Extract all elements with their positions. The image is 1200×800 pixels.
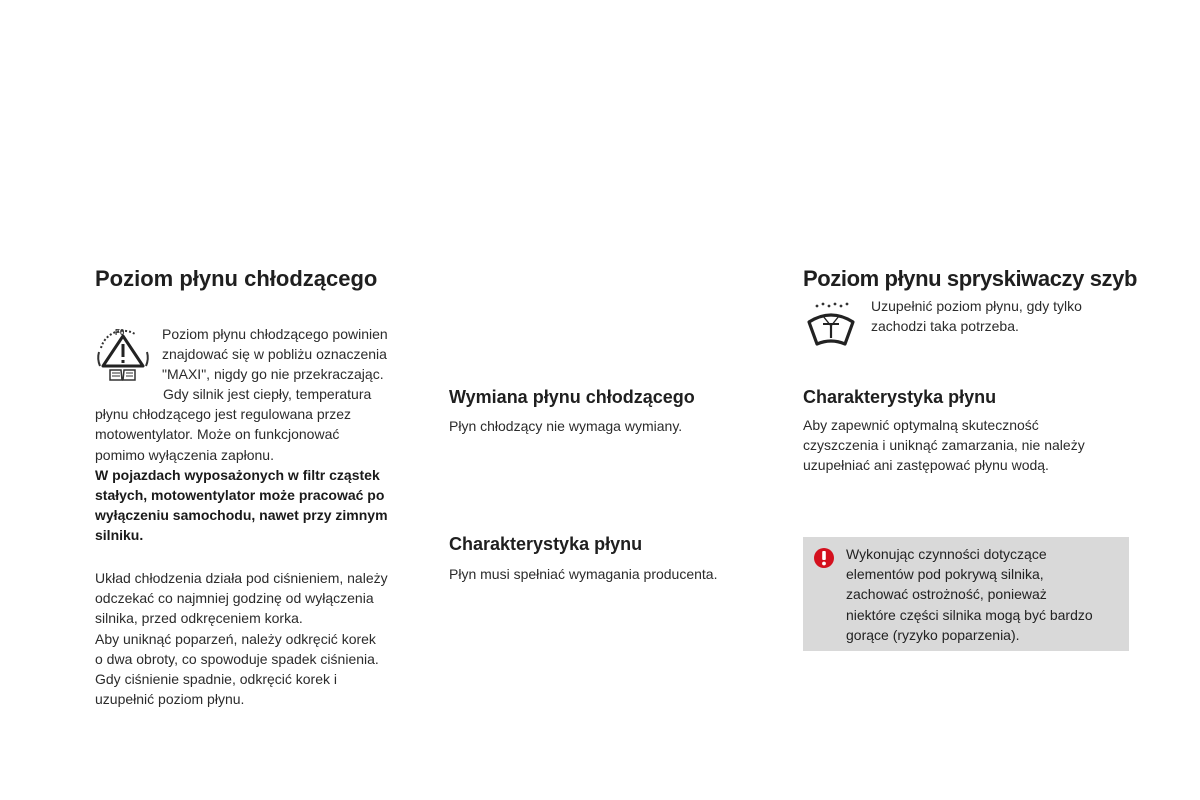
coolant-warning-icon	[95, 326, 153, 384]
coolant-spec-text: Płyn musi spełniać wymagania producenta.	[449, 566, 718, 582]
coolant-level-title: Poziom płynu chłodzącego	[95, 266, 378, 291]
coolant-body: Gdy silnik jest ciepły, temperatura płynu chłodzącego jest regulowana przez motowentylator. Może on funkcjonować pomimo wyłączenia zapłonu. W pojazdach wyposażonych w filtr cząstek stałych, motowentylator może pracować po wyłączeniu samochodu, nawet przy zimnym silniku.	[95, 384, 435, 546]
coolant-spec-title: Charakterystyka płynu	[449, 534, 643, 554]
washer-level-text: Uzupełnić poziom płynu, gdy tylko zachodzi taka potrzeba.	[871, 298, 1082, 335]
burn-warning-text: Wykonując czynności dotyczące elementów pod pokrywą silnika, zachować ostrożność, ponieważ niektóre części silnika mogą być bardzo gorące (ryzyko poparzenia).	[846, 546, 1093, 643]
washer-spec-text: Aby zapewnić optymalną skuteczność czyszczenia i uniknąć zamarzania, nie należy uzupełniać ani zastępować płynu wodą.	[803, 417, 1085, 474]
washer-spec-title: Charakterystyka płynu	[803, 387, 997, 407]
exclamation-icon	[813, 547, 835, 569]
washer-level-title: Poziom płynu spryskiwaczy szyb	[803, 266, 1138, 291]
coolant-replacement-text: Płyn chłodzący nie wymaga wymiany.	[449, 418, 683, 434]
coolant-replacement-title: Wymiana płynu chłodzącego	[449, 387, 695, 407]
dpf-note-line-1: W pojazdach wyposażonych w filtr cząstek	[95, 466, 380, 483]
dpf-note-line-3: wyłączeniu samochodu, nawet przy zimnym	[95, 507, 388, 524]
coolant-pressure-text: Układ chłodzenia działa pod ciśnieniem, należy odczekać co najmniej godzinę od wyłączenia silnika, przed odkręceniem korka. Aby uniknąć poparzeń, należy odkręcić korek o dwa obroty, co spowoduje spadek ciśnienia. Gdy ciśnienie spadnie, odkręcić korek i uzupełnić poziom płynu.	[95, 570, 388, 708]
coolant-intro: Poziom płynu chłodzącego powinien znajdować się w pobliżu oznaczenia "MAXI", nigdy go nie przekraczając.	[162, 326, 388, 383]
coolant-icon-label: F0	[115, 328, 125, 337]
dpf-note-line-2: stałych, motowentylator może pracować po	[95, 487, 385, 504]
burn-warning-box	[803, 537, 1129, 651]
washer-fluid-icon	[803, 300, 859, 352]
dpf-note-line-4: silniku.	[95, 527, 144, 544]
